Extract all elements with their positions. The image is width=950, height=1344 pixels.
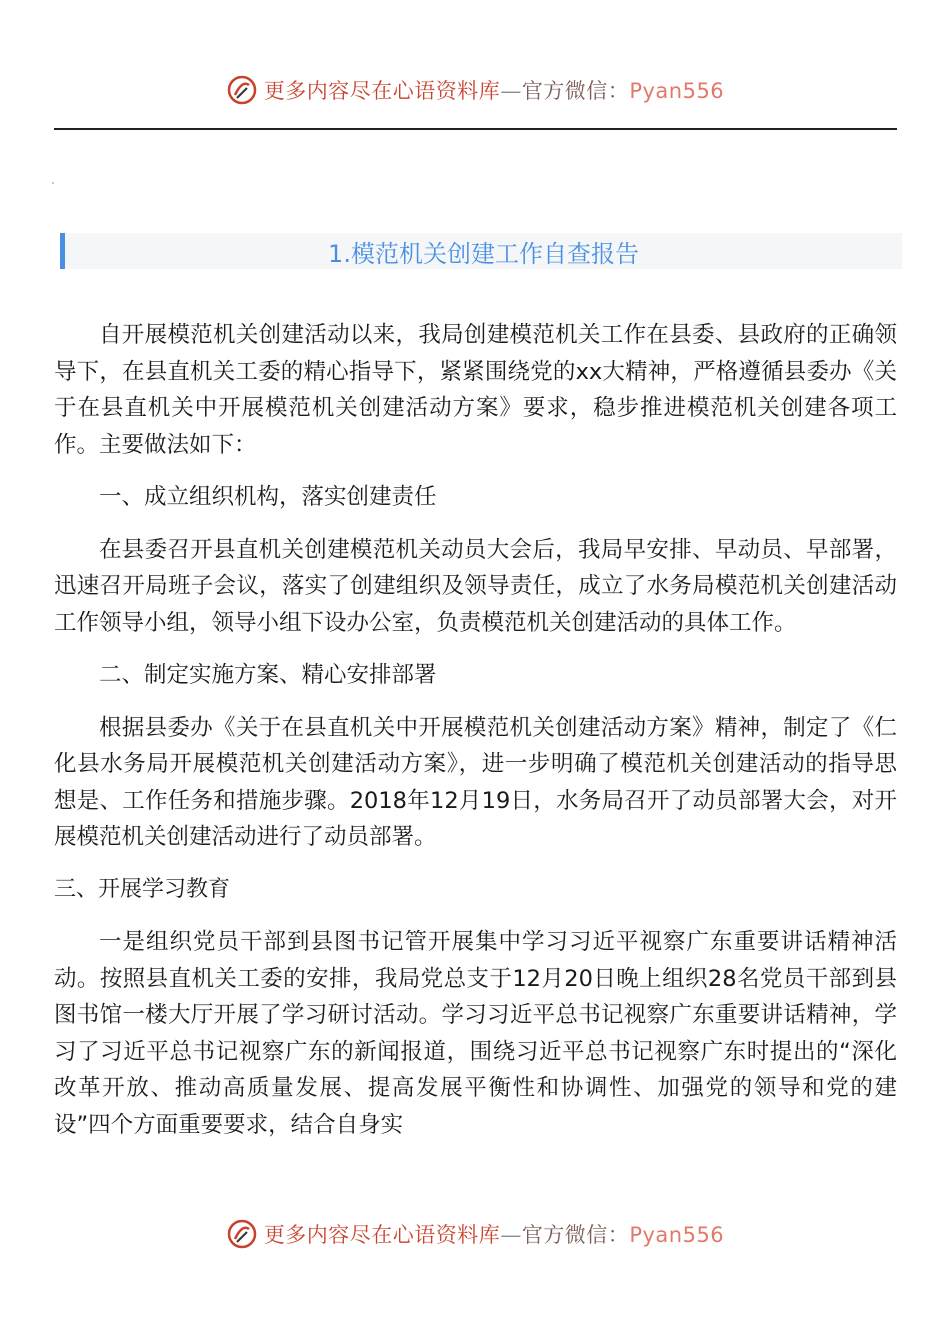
brand-logo-icon [226, 1218, 258, 1250]
banner-separator: — [500, 1223, 522, 1247]
header-divider [54, 128, 897, 130]
wechat-label: 官方微信： [521, 79, 630, 103]
wechat-id: Pyan556 [629, 1223, 725, 1247]
wechat-id: Pyan556 [629, 79, 725, 103]
banner-text [264, 1219, 724, 1249]
banner-main: 更多内容尽在心语资料库 [263, 1223, 501, 1247]
section-paragraph-3: 一是组织党员干部到县图书记管开展集中学习习近平视察广东重要讲话精神活动。按照县直机关工委的安排，我局党总支于12月20日晚上组织28名党员干部到县图书馆一楼大厅开展了学习研讨活动。学习习近平总书记视察广东重要讲话精神，学习了习近平总书记视察广东的新闻报道，围绕习近平总书记视察广东时提出的“深化改革开放、推动高质量发展、提高发展平衡性和协调性、加强党的领导和党的建设”四个方面重要要求，结合自身实 [54, 929, 897, 1138]
title-bar [60, 233, 902, 269]
document-title: 1.模范机关创建工作自查报告 [328, 239, 639, 268]
section-heading-3: 三、开展学习教育 [54, 876, 231, 902]
document-body [54, 317, 897, 1143]
decorative-dot [52, 182, 54, 184]
banner-text [264, 75, 724, 105]
section-heading-1: 一、成立组织机构，落实创建责任 [99, 484, 437, 510]
section-paragraph-1: 在县委召开县直机关创建模范机关动员大会后，我局早安排、早动员、早部署，迅速召开局班子会议，落实了创建组织及领导责任，成立了水务局模范机关创建活动工作领导小组，领导小组下设办公室，负责模范机关创建活动的具体工作。 [54, 536, 897, 636]
brand-logo-icon [226, 74, 258, 106]
intro-paragraph: 自开展模范机关创建活动以来，我局创建模范机关工作在县委、县政府的正确领导下，在县直机关工委的精心指导下，紧紧围绕党的xx大精神，严格遵循县委办《关于在县直机关中开展模范机关创建活动方案》要求，稳步推进模范机关创建各项工作。主要做法如下： [54, 322, 897, 458]
section-paragraph-2: 根据县委办《关于在县直机关中开展模范机关创建活动方案》精神，制定了《仁化县水务局开展模范机关创建活动方案》，进一步明确了模范机关创建活动的指导思想是、工作任务和措施步骤。2018年12月19日，水务局召开了动员部署大会，对开展模范机关创建活动进行了动员部署。 [54, 714, 897, 850]
section-heading-2: 二、制定实施方案、精心安排部署 [99, 662, 437, 688]
banner-main: 更多内容尽在心语资料库 [263, 79, 501, 103]
header-banner [0, 74, 950, 106]
footer-banner [0, 1218, 950, 1250]
banner-separator: — [500, 79, 522, 103]
wechat-label: 官方微信： [521, 1223, 630, 1247]
